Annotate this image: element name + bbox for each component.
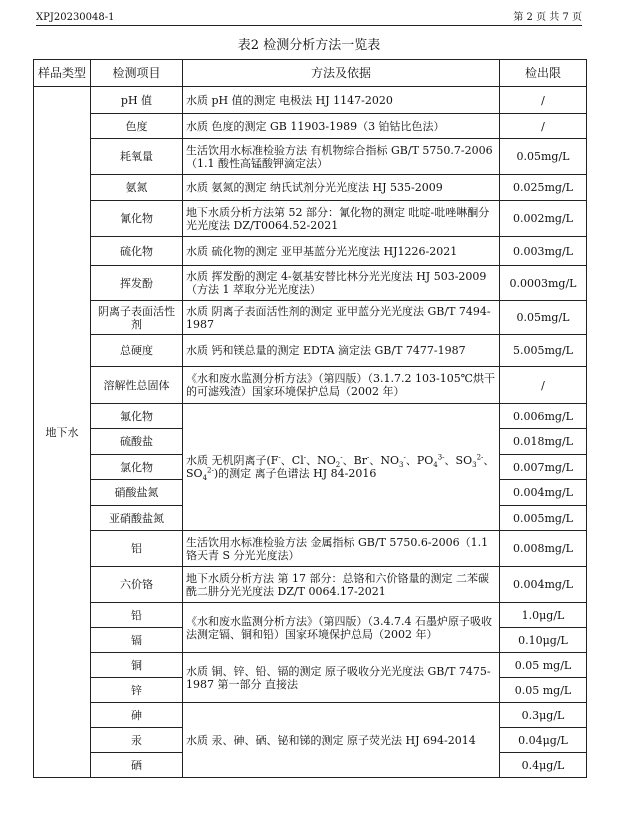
- table-row: [34, 703, 587, 728]
- item-cell: 氰化物: [91, 201, 183, 237]
- limit-cell: 0.004mg/L: [500, 567, 587, 603]
- item-cell: 六价铬: [91, 567, 183, 603]
- item-cell: 硒: [91, 753, 183, 778]
- table-row: [34, 531, 587, 567]
- table-row: [34, 567, 587, 603]
- item-cell: 铅: [91, 603, 183, 628]
- limit-cell: 0.006mg/L: [500, 404, 587, 429]
- sample-type-cell: 地下水: [34, 87, 91, 778]
- method-cell: 水质 色度的测定 GB 11903-1989（3 铂钴比色法）: [183, 114, 500, 139]
- limit-cell: 0.005mg/L: [500, 506, 587, 531]
- table-row: [34, 139, 587, 175]
- table-row: [34, 266, 587, 301]
- limit-cell: 0.10μg/L: [500, 628, 587, 653]
- limit-cell: 0.007mg/L: [500, 455, 587, 480]
- limit-cell: /: [500, 87, 587, 114]
- limit-cell: 0.008mg/L: [500, 531, 587, 567]
- method-cell: 《水和废水监测分析方法》（第四版）（3.4.7.4 石墨炉原子吸收法测定镉、铜和铅）国家环境保护总局（2002 年）: [183, 603, 500, 653]
- anion-method-suffix: 的测定 离子色谱法 HJ 84-2016: [218, 467, 377, 480]
- method-cell: 水质 阴离子表面活性剂的测定 亚甲蓝分光光度法 GB/T 7494-1987: [183, 301, 500, 335]
- limit-cell: 0.05 mg/L: [500, 678, 587, 703]
- table-row: [34, 87, 587, 114]
- header-test-item: 检测项目: [91, 60, 183, 87]
- item-cell: 总硬度: [91, 335, 183, 367]
- item-cell: 挥发酚: [91, 266, 183, 301]
- limit-cell: /: [500, 114, 587, 139]
- item-cell: 硫酸盐: [91, 429, 183, 455]
- item-cell: 耗氧量: [91, 139, 183, 175]
- method-cell: 水质 挥发酚的测定 4-氨基安替比林分光光度法 HJ 503-2009（方法 1 萃取分光光度法）: [183, 266, 500, 301]
- limit-cell: 0.05mg/L: [500, 301, 587, 335]
- header-row: [34, 60, 587, 87]
- limit-cell: 0.025mg/L: [500, 175, 587, 201]
- item-cell: 砷: [91, 703, 183, 728]
- method-cell: 水质 无机阴离子(F-、Cl-、$NO_2^-$、Br-、$NO_3^-$、$PO_4^{3-}$、$SO_3^{2-}$、$SO_4^{2-}$)的测定 离子色谱法 HJ 84-2016: [183, 404, 500, 531]
- limit-cell: 0.018mg/L: [500, 429, 587, 455]
- limit-cell: 0.05 mg/L: [500, 653, 587, 678]
- method-cell: 生活饮用水标准检验方法 金属指标 GB/T 5750.6-2006（1.1 铬天青 S 分光光度法）: [183, 531, 500, 567]
- item-cell: 铜: [91, 653, 183, 678]
- method-cell: 地下水质分析方法第 52 部分：氰化物的测定 吡啶-吡唑啉酮分光光度法 DZ/T0064.52-2021: [183, 201, 500, 237]
- page-header: [36, 8, 582, 26]
- item-cell: 镉: [91, 628, 183, 653]
- limit-cell: 0.0003mg/L: [500, 266, 587, 301]
- limit-cell: 0.4μg/L: [500, 753, 587, 778]
- limit-cell: 5.005mg/L: [500, 335, 587, 367]
- page-number: 第 2 页 共 7 页: [513, 12, 582, 23]
- item-cell: 硝酸盐氮: [91, 480, 183, 506]
- item-cell: 亚硝酸盐氮: [91, 506, 183, 531]
- item-cell: 汞: [91, 728, 183, 753]
- limit-cell: /: [500, 367, 587, 404]
- table-row: [34, 603, 587, 628]
- limit-cell: 0.002mg/L: [500, 201, 587, 237]
- method-cell: 生活饮用水标准检验方法 有机物综合指标 GB/T 5750.7-2006（1.1 酸性高锰酸钾滴定法）: [183, 139, 500, 175]
- table-row: [34, 335, 587, 367]
- table-row: [34, 114, 587, 139]
- document-number: XPJ20230048-1: [36, 12, 115, 23]
- method-cell: 水质 pH 值的测定 电极法 HJ 1147-2020: [183, 87, 500, 114]
- limit-cell: 0.05mg/L: [500, 139, 587, 175]
- table-row: [34, 301, 587, 335]
- item-cell: 硫化物: [91, 237, 183, 266]
- table-row: [34, 175, 587, 201]
- item-cell: 溶解性总固体: [91, 367, 183, 404]
- item-cell: 铝: [91, 531, 183, 567]
- limit-cell: 0.004mg/L: [500, 480, 587, 506]
- item-cell: 阴离子表面活性剂: [91, 301, 183, 335]
- limit-cell: 0.003mg/L: [500, 237, 587, 266]
- limit-cell: 1.0μg/L: [500, 603, 587, 628]
- method-cell: 水质 铜、锌、铅、镉的测定 原子吸收分光光度法 GB/T 7475-1987 第一部分 直接法: [183, 653, 500, 703]
- method-cell: 水质 钙和镁总量的测定 EDTA 滴定法 GB/T 7477-1987: [183, 335, 500, 367]
- method-cell: 水质 氨氮的测定 纳氏试剂分光光度法 HJ 535-2009: [183, 175, 500, 201]
- item-cell: pH 值: [91, 87, 183, 114]
- table-title: 表2 检测分析方法一览表: [237, 38, 381, 53]
- item-cell: 锌: [91, 678, 183, 703]
- table-row: [34, 237, 587, 266]
- methods-table: [33, 59, 587, 778]
- item-cell: 氨氮: [91, 175, 183, 201]
- method-cell: 地下水质分析方法 第 17 部分：总铬和六价铬量的测定 二苯碳酰二肼分光光度法 DZ/T 0064.17-2021: [183, 567, 500, 603]
- table-row: [34, 653, 587, 678]
- limit-cell: 0.04μg/L: [500, 728, 587, 753]
- item-cell: 氟化物: [91, 404, 183, 429]
- method-cell: 水质 汞、砷、硒、铋和锑的测定 原子荧光法 HJ 694-2014: [183, 703, 500, 778]
- item-cell: 色度: [91, 114, 183, 139]
- anion-method-prefix: 水质 无机阴离子(F: [186, 454, 279, 467]
- limit-cell: 0.3μg/L: [500, 703, 587, 728]
- table-row: [34, 404, 587, 429]
- header-detection-limit: 检出限: [500, 60, 587, 87]
- table-row: [34, 367, 587, 404]
- method-cell: 水质 硫化物的测定 亚甲基蓝分光光度法 HJ1226-2021: [183, 237, 500, 266]
- method-cell: 《水和废水监测分析方法》（第四版）（3.1.7.2 103-105℃烘干的可滤残渣）国家环境保护总局（2002 年）: [183, 367, 500, 404]
- table-row: [34, 201, 587, 237]
- item-cell: 氯化物: [91, 455, 183, 480]
- header-method: 方法及依据: [183, 60, 500, 87]
- header-sample-type: 样品类型: [34, 60, 91, 87]
